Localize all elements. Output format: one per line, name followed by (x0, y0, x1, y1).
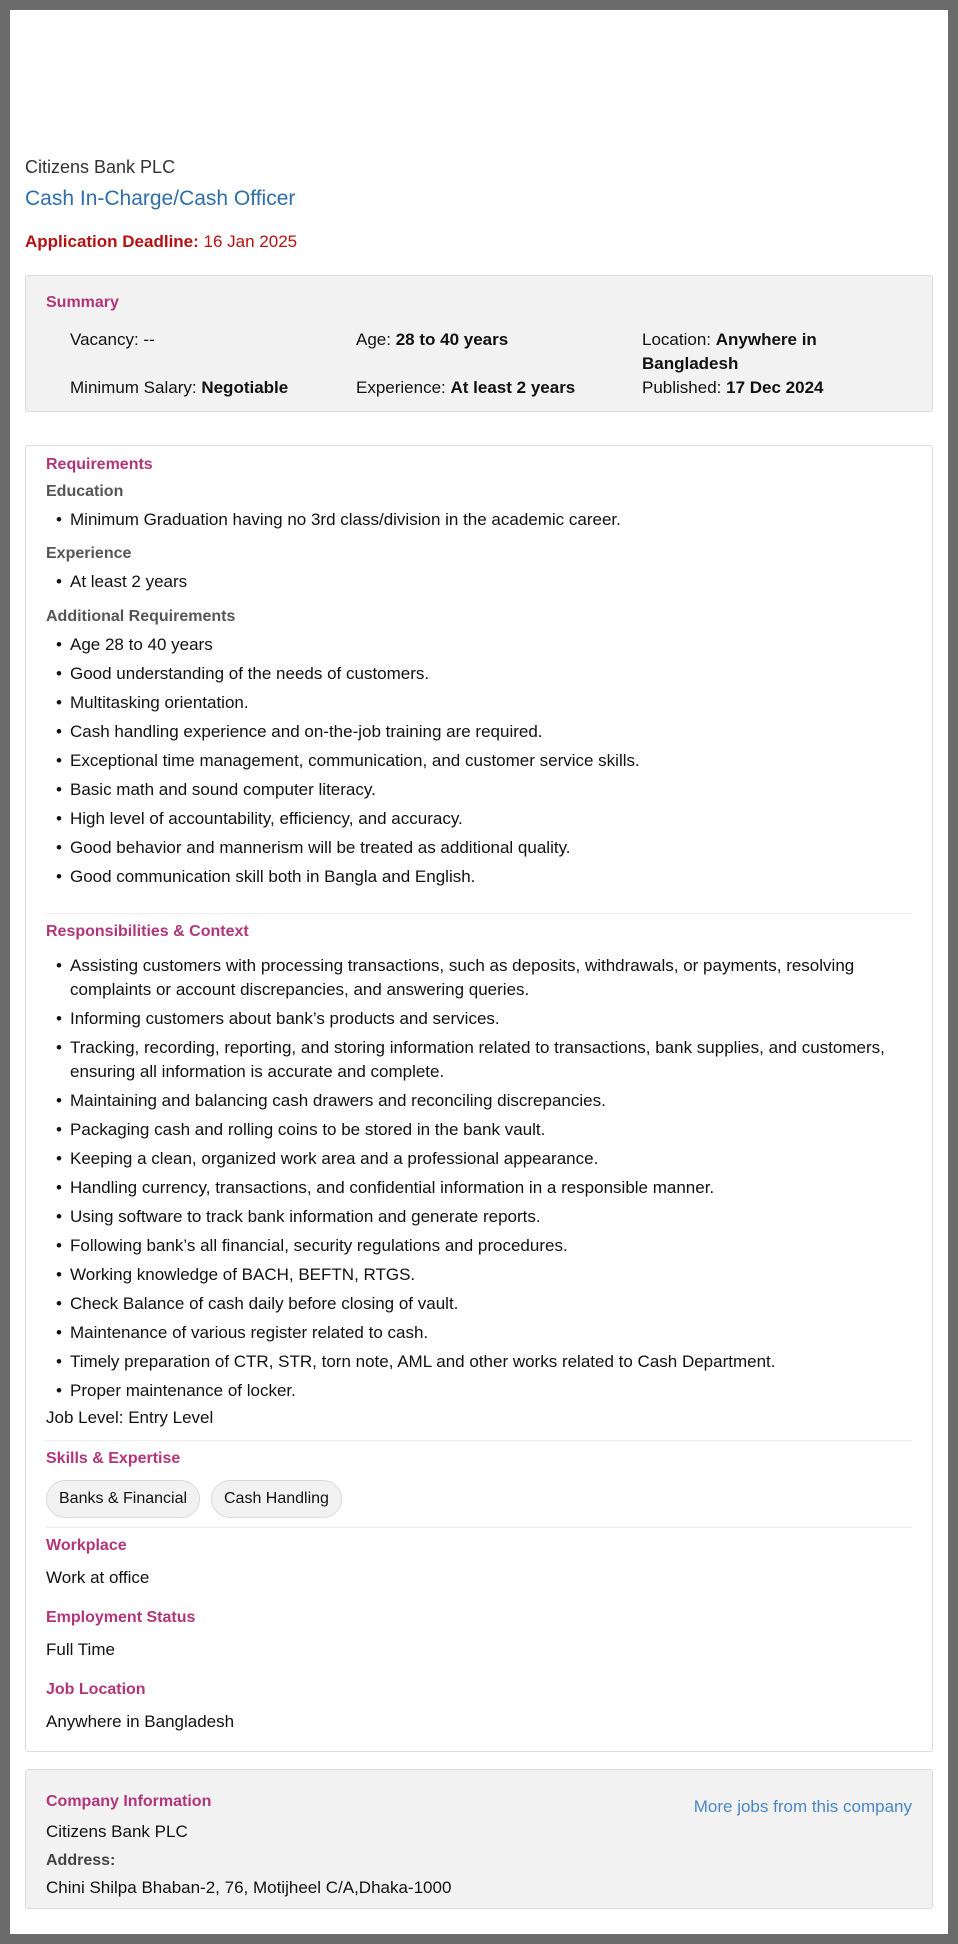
company-name: Citizens Bank PLC (25, 157, 176, 177)
responsibilities-title: Responsibilities & Context (46, 923, 249, 940)
requirements-title: Requirements (46, 456, 153, 473)
list-item: • Maintaining and balancing cash drawers and reconciling discrepancies. (46, 1089, 912, 1113)
list-item: • Multitasking orientation. (46, 691, 912, 715)
more-jobs-link[interactable]: More jobs from this company (693, 1797, 912, 1816)
experience-title: Experience (46, 545, 132, 562)
experience-label: Experience: (356, 378, 446, 397)
published-label: Published: (642, 378, 722, 397)
summary-location (642, 328, 872, 376)
list-item: • Using software to track bank information and generate reports. (46, 1205, 912, 1229)
location-label: Location: (642, 330, 711, 349)
list-item: • Informing customers about bank’s products and services. (46, 1007, 912, 1031)
age-value: 28 to 40 years (395, 330, 509, 349)
deadline-value: 16 Jan 2025 (203, 232, 298, 251)
list-item: • Working knowledge of BACH, BEFTN, RTGS. (46, 1263, 912, 1287)
list-item: • Good communication skill both in Bangla and English. (46, 865, 912, 889)
company-information-box (25, 1769, 933, 1909)
list-item: • Packaging cash and rolling coins to be stored in the bank vault. (46, 1118, 912, 1142)
summary-salary (70, 376, 350, 400)
workplace-value: Work at office (46, 1568, 150, 1587)
list-item: • Age 28 to 40 years (46, 633, 912, 657)
summary-age (356, 328, 636, 352)
additional-requirements-list (46, 633, 912, 894)
application-deadline (25, 232, 297, 252)
summary-title: Summary (46, 294, 119, 311)
summary-vacancy (70, 328, 350, 352)
section-divider (46, 1527, 912, 1528)
list-item: • High level of accountability, efficiency, and accuracy. (46, 807, 912, 831)
skill-chip-banks-financial[interactable]: Banks & Financial (46, 1480, 200, 1518)
address-value: Chini Shilpa Bhaban-2, 76, Motijheel C/A,Dhaka-1000 (46, 1878, 452, 1897)
job-location-title: Job Location (46, 1681, 146, 1698)
skills-title: Skills & Expertise (46, 1450, 181, 1467)
list-item: • Following bank’s all financial, security regulations and procedures. (46, 1234, 912, 1258)
list-item: • Minimum Graduation having no 3rd class/division in the academic career. (46, 508, 912, 532)
requirements-box (25, 445, 933, 1752)
education-title: Education (46, 483, 124, 500)
skill-chip-cash-handling[interactable]: Cash Handling (211, 1480, 342, 1518)
list-item: • Timely preparation of CTR, STR, torn note, AML and other works related to Cash Department. (46, 1350, 912, 1374)
section-divider (46, 913, 912, 914)
employment-status-value: Full Time (46, 1640, 115, 1659)
employment-status-title: Employment Status (46, 1609, 196, 1626)
published-value: 17 Dec 2024 (726, 378, 824, 397)
list-item: • Handling currency, transactions, and confidential information in a responsible manner. (46, 1176, 912, 1200)
salary-label: Minimum Salary: (70, 378, 197, 397)
job-level: Job Level: Entry Level (46, 1408, 214, 1427)
age-label: Age: (356, 330, 391, 349)
salary-value: Negotiable (201, 378, 289, 397)
workplace-title: Workplace (46, 1537, 127, 1554)
experience-value: At least 2 years (450, 378, 576, 397)
list-item: • Check Balance of cash daily before closing of vault. (46, 1292, 912, 1316)
list-item: • Good behavior and mannerism will be treated as additional quality. (46, 836, 912, 860)
company-information-title: Company Information (46, 1793, 212, 1810)
summary-published (642, 376, 902, 400)
vacancy-label: Vacancy: (70, 330, 139, 349)
address-label: Address: (46, 1852, 116, 1869)
education-list (46, 508, 912, 537)
list-item: • Maintenance of various register related to cash. (46, 1321, 912, 1345)
job-title: Cash In-Charge/Cash Officer (25, 187, 296, 210)
deadline-label: Application Deadline: (25, 232, 199, 251)
experience-list (46, 570, 912, 599)
list-item: • Exceptional time management, communication, and customer service skills. (46, 749, 912, 773)
location-value: Anywhere in Bangladesh (642, 330, 817, 373)
summary-box (25, 275, 933, 412)
list-item: • Tracking, recording, reporting, and storing information related to transactions, bank supplies, and customers, ensuring all information is accurate and complete. (46, 1036, 912, 1084)
list-item: • At least 2 years (46, 570, 912, 594)
responsibilities-list (46, 954, 912, 1408)
vacancy-value: -- (143, 330, 155, 349)
job-details-page (10, 10, 948, 1934)
company-info-name: Citizens Bank PLC (46, 1822, 188, 1841)
summary-experience (356, 376, 636, 400)
list-item: • Good understanding of the needs of customers. (46, 662, 912, 686)
section-divider (46, 1440, 912, 1441)
list-item: • Keeping a clean, organized work area and a professional appearance. (46, 1147, 912, 1171)
additional-requirements-title: Additional Requirements (46, 608, 236, 625)
list-item: • Basic math and sound computer literacy. (46, 778, 912, 802)
job-location-value: Anywhere in Bangladesh (46, 1712, 235, 1731)
list-item: • Proper maintenance of locker. (46, 1379, 912, 1403)
list-item: • Assisting customers with processing transactions, such as deposits, withdrawals, or payments, resolving complaints or account discrepancies, and answering queries. (46, 954, 912, 1002)
list-item: • Cash handling experience and on-the-job training are required. (46, 720, 912, 744)
